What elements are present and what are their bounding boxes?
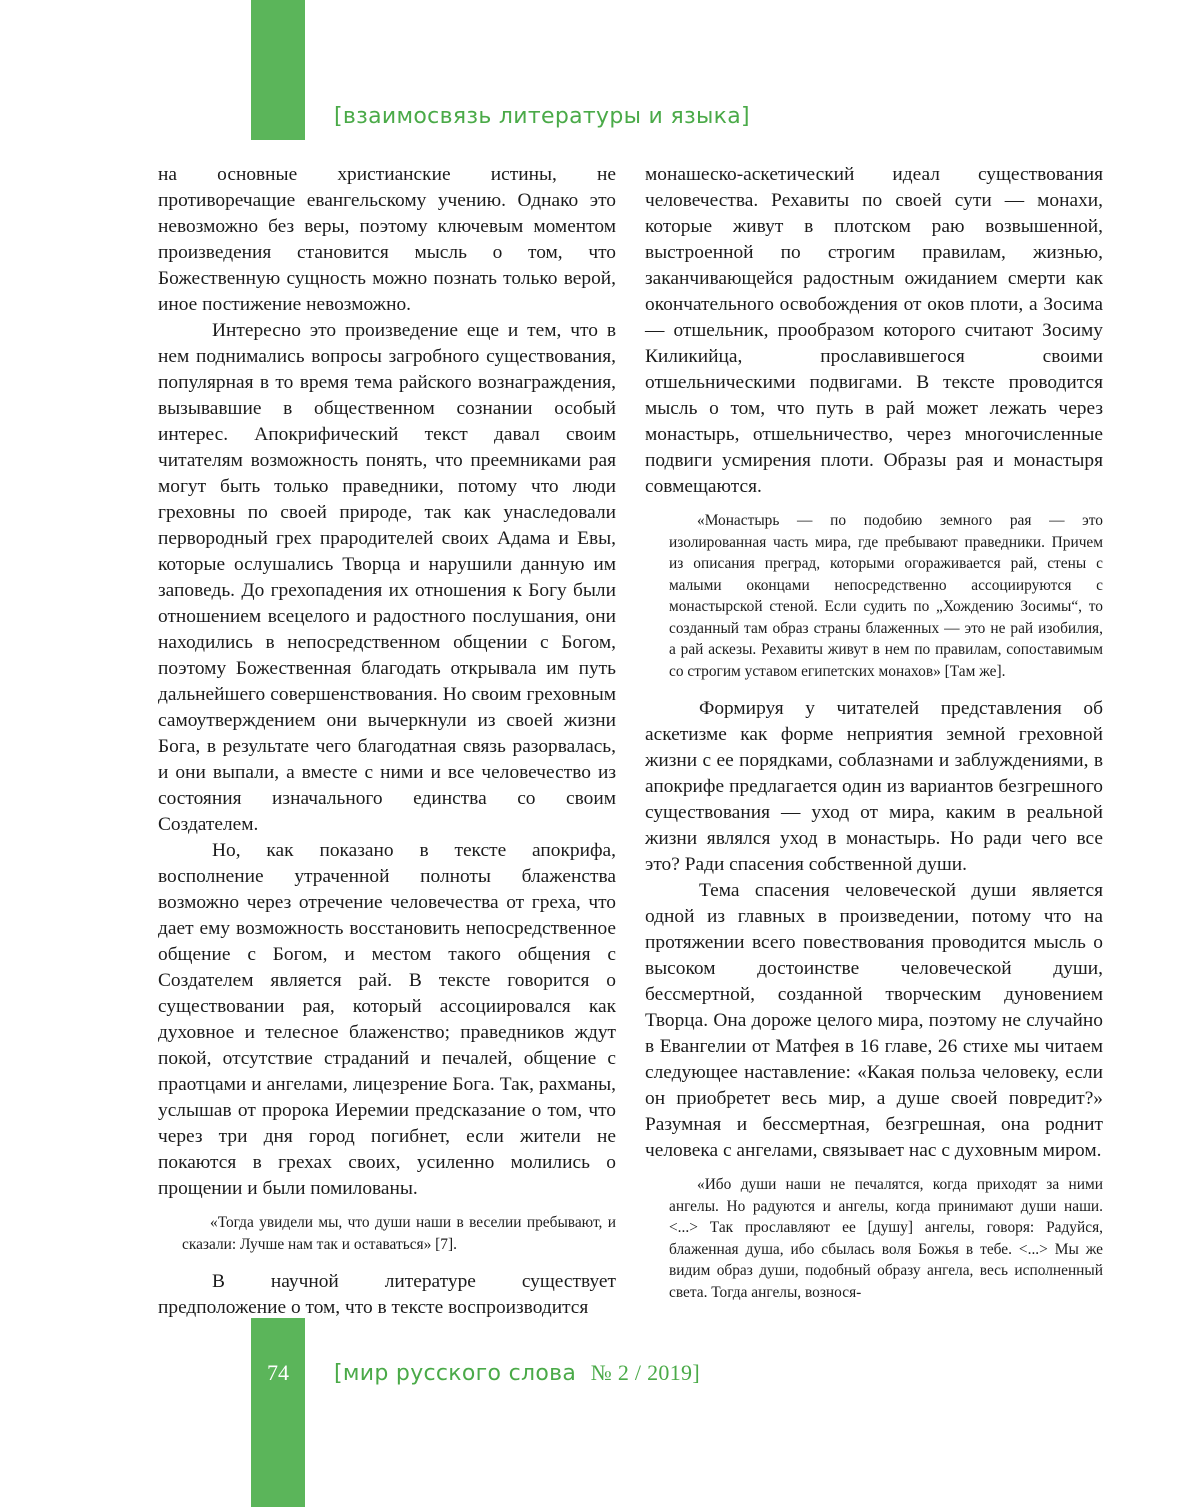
block-quote: «Тогда увидели мы, что души наши в веселии пребывают, и сказали: Лучше нам так и оставаться» [7]. <box>182 1214 616 1253</box>
paragraph: Тема спасения человеческой души является одной из главных в произведении, потому что на протяжении всего повествования проводится мысль о высоком достоинстве человеческой души, бессмертной, созданной творческим дуновением Творца. Она дороже целого мира, поэтому не случайно в Евангелии от Матфея в 16 главе, 26 стихе мы читаем следующее наставление: «Какая польза человеку, если он приобретет весь мир, а душе своей повредит?» Разумная и бессмертная, безгрешная, она роднит человека с ангелами, связывает нас с духовным миром. <box>645 880 1103 1161</box>
page-number: 74 <box>267 1360 289 1385</box>
paragraph: на основные христианские истины, не противоречащие евангельскому учению. Однако это невозможно без веры, поэтому ключевым моментом произведения становится мысль о том, что Божественную сущность можно познать только верой, иное постижение невозможно. <box>158 164 616 315</box>
journal-title <box>334 1360 700 1386</box>
block-quote: «Монастырь — по подобию земного рая — это изолированная часть мира, где пребывают праведники. Причем из описания преград, которыми огораживается рай, стены с малыми оконцами непосредственно ассоциируются с монастырской стеной. Если судить по „Хождению Зосимы“, то созданный там образ страны блаженных — это не рай изобилия, а рай аскезы. Рехавиты живут в нем по правилам, сопоставимым со строгим уставом египетских монахов» [Там же]. <box>669 512 1103 680</box>
journal-name: [мир русского слова <box>334 1361 577 1386</box>
paragraph: Но, как показано в тексте апокрифа, восполнение утраченной полноты блаженства возможно через отречение человечества от греха, что дает ему возможность восстановить непосредственное общение с Богом, и местом такого общения с Создателем является рай. В тексте говорится о существовании рая, который ассоциировался как духовное и телесное блаженство; праведников ждут покой, отсутствие страданий и печалей, общение с праотцами и ангелами, лицезрение Бога. Так, рахманы, услышав от пророка Иеремии предсказание о том, что через три дня город погибнет, если жители не покаются в грехах своих, усиленно молились о прощении и были помилованы. <box>158 840 616 1199</box>
section-title: [взаимосвязь литературы и языка] <box>334 104 750 129</box>
block-quote: «Ибо души наши не печалятся, когда приходят за ними ангелы. Но радуются и ангелы, когда принимают души наши. <...> Так прославляют ее [душу] ангелы, говоря: Радуйся, блаженная душа, ибо сбылась воля Божья в тебе. <...> Мы же видим образ души, подобный образу ангела, весь исполненный света. Тогда ангелы, вознося- <box>669 1176 1103 1301</box>
left-column <box>158 162 616 1321</box>
footer-accent-bar <box>251 1318 305 1507</box>
paragraph: Интересно это произведение еще и тем, что в нем поднимались вопросы загробного существования, популярная в то время тема райского вознаграждения, вызывавшие в общественном сознании особый интерес. Апокрифический текст давал своим читателям возможность понять, что преемниками рая могут быть только праведники, потому что люди греховны по своей природе, так как унаследовали первородный грех прародителей своих Адама и Евы, которые ослушались Творца и нарушили данную им заповедь. До грехопадения их отношения к Богу были отношением всецелого и радостного послушания, они находились в непосредственном общении с Богом, поэтому Божественная благодать открывала им путь дальнейшего совершенствования. Но своим греховным самоутверждением они вычеркнули из своей жизни Бога, в результате чего благодатная связь разорвалась, и они выпали, а вместе с ними и все человечество из состояния изначального единства со своим Создателем. <box>158 320 616 835</box>
paragraph: В научной литературе существует предположение о том, что в тексте воспроизводится <box>158 1271 616 1318</box>
journal-issue: № 2 / 2019] <box>590 1360 700 1385</box>
right-column <box>645 162 1103 1317</box>
header-accent-bar <box>251 0 305 140</box>
paragraph: монашеско-аскетический идеал существования человечества. Рехавиты по своей сути — монахи, которые живут в плотском раю возвышенной, выстроенной по строгим правилам, жизнью, заканчивающейся радостным ожиданием смерти как окончательного освобождения от оков плоти, а Зосима — отшельник, прообразом которого считают Зосиму Киликийца, прославившегося своими отшельническими подвигами. В тексте проводится мысль о том, что путь в рай может лежать через монастырь, отшельничество, через многочисленные подвиги усмирения плоти. Образы рая и монастыря совмещаются. <box>645 164 1103 497</box>
paragraph: Формируя у читателей представления об аскетизме как форме неприятия земной греховной жизни с ее порядками, соблазнами и заблуждениями, в апокрифе предлагается один из вариантов безгрешного существования — уход от мира, каким в реальной жизни являлся уход в монастырь. Но ради чего все это? Ради спасения собственной души. <box>645 698 1103 875</box>
